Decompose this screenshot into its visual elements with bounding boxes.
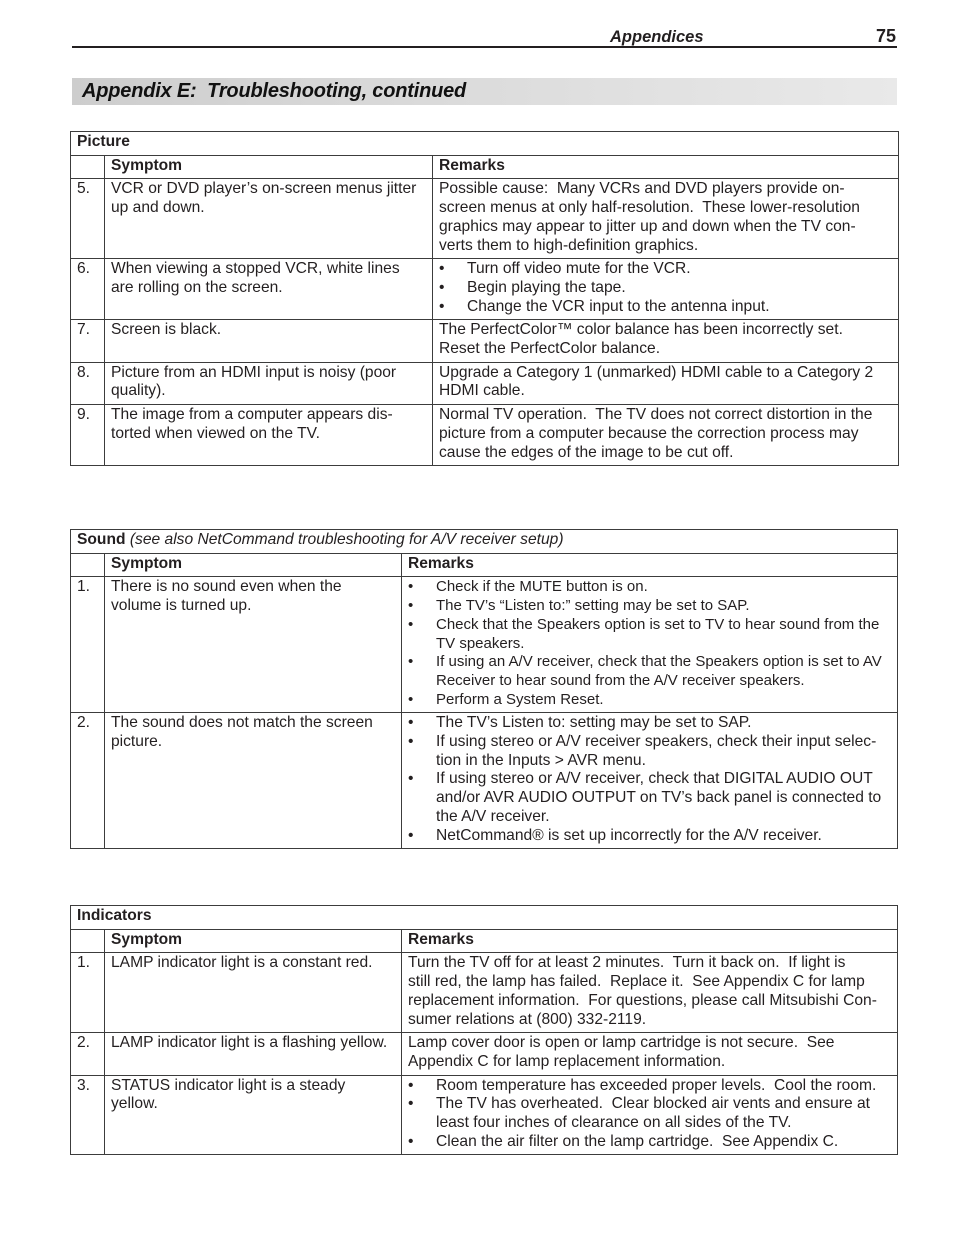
table-title-row <box>71 906 898 930</box>
bullet-item <box>408 733 891 770</box>
symptom-line: LAMP indicator light is a constant red. <box>111 954 373 972</box>
bullet-item <box>408 578 891 597</box>
remarks-cell <box>433 362 899 404</box>
sound-table <box>70 529 898 849</box>
table-row <box>71 1033 898 1075</box>
remarks-column-header: Remarks <box>402 929 898 953</box>
remarks-line: tion in the Inputs > AVR menu. <box>436 751 646 769</box>
bullet-item <box>408 1095 891 1132</box>
symptom-line: The sound does not match the screen <box>111 714 373 732</box>
remarks-paragraph <box>439 321 892 358</box>
remarks-line: Appendix C for lamp replacement information. <box>408 1052 726 1070</box>
remarks-cell <box>402 1033 898 1075</box>
table-row <box>71 713 898 849</box>
running-head: Appendices <box>610 28 704 46</box>
remarks-line: Change the VCR input to the antenna input. <box>467 297 770 315</box>
table-row <box>71 320 899 362</box>
table-title-cell <box>71 906 898 930</box>
remarks-line: Check that the Speakers option is set to TV to hear sound from the <box>436 615 880 633</box>
table-row <box>71 1075 898 1155</box>
bullet-item <box>408 1077 891 1096</box>
row-number: 6. <box>71 259 105 320</box>
symptom-line: The image from a computer appears dis- <box>111 406 393 424</box>
remarks-line: least four inches of clearance on all sides of the TV. <box>436 1114 792 1132</box>
bullet-icon <box>408 770 413 789</box>
table-row <box>71 577 898 713</box>
remarks-cell <box>402 577 898 713</box>
remarks-line: Receiver to hear sound from the A/V receiver speakers. <box>436 671 805 689</box>
remarks-paragraph <box>408 954 891 1029</box>
table-row <box>71 953 898 1033</box>
symptom-line: quality). <box>111 382 166 400</box>
symptom-line: Picture from an HDMI input is noisy (poor <box>111 363 397 381</box>
row-number: 5. <box>71 179 105 259</box>
bullet-icon <box>408 733 413 752</box>
table-title-row <box>71 530 898 554</box>
remarks-line: Lamp cover door is open or lamp cartridge is not secure. See <box>408 1034 835 1052</box>
remarks-line: graphics may appear to jitter up and down when the TV con- <box>439 217 856 235</box>
row-number: 2. <box>71 713 105 849</box>
table-row <box>71 179 899 259</box>
symptom-cell <box>105 405 433 466</box>
remarks-cell <box>433 405 899 466</box>
bullet-icon <box>408 1133 413 1152</box>
remarks-line: If using an A/V receiver, check that the Speakers option is set to AV <box>436 653 882 671</box>
symptom-line: VCR or DVD player’s on-screen menus jitter <box>111 180 417 198</box>
bullet-item <box>408 714 891 733</box>
symptom-cell <box>105 320 433 362</box>
table-title-note: (see also NetCommand troubleshooting for A/V receiver setup) <box>129 531 564 548</box>
symptom-cell <box>105 713 402 849</box>
symptom-line: There is no sound even when the <box>111 578 342 596</box>
bullet-icon <box>408 597 413 616</box>
symptom-line: torted when viewed on the TV. <box>111 424 320 442</box>
header-rule <box>72 46 897 48</box>
remarks-column-header: Remarks <box>402 553 898 577</box>
page-number: 75 <box>876 26 897 46</box>
remarks-line: The TV’s Listen to: setting may be set to SAP. <box>436 714 752 732</box>
symptom-line: Screen is black. <box>111 321 222 339</box>
remarks-column-header: Remarks <box>433 155 899 179</box>
number-column-header <box>71 929 105 953</box>
remarks-paragraph <box>439 180 892 255</box>
table-body <box>71 953 898 1155</box>
table-header-row <box>71 929 898 953</box>
bullet-item <box>408 827 891 846</box>
row-number: 8. <box>71 362 105 404</box>
table-title: Sound <box>77 531 126 548</box>
remarks-line: Turn off video mute for the VCR. <box>467 260 691 278</box>
indicators-table <box>70 905 898 1155</box>
symptom-column-header: Symptom <box>105 929 402 953</box>
row-number: 7. <box>71 320 105 362</box>
table-title-cell <box>71 132 899 156</box>
remarks-paragraph <box>439 406 892 462</box>
remarks-line: Room temperature has exceeded proper levels. Cool the room. <box>436 1076 877 1094</box>
bullet-item <box>439 279 892 298</box>
title-bar <box>72 78 897 105</box>
remarks-line: The TV’s “Listen to:” setting may be set to SAP. <box>436 597 750 615</box>
remarks-cell <box>433 320 899 362</box>
bullet-icon <box>408 1095 413 1114</box>
remarks-line: Normal TV operation. The TV does not correct distortion in the <box>439 406 873 424</box>
remarks-line: NetCommand® is set up incorrectly for the A/V receiver. <box>436 826 822 844</box>
remarks-line: Perform a System Reset. <box>436 690 604 708</box>
symptom-column-header: Symptom <box>105 553 402 577</box>
symptom-cell <box>105 1075 402 1155</box>
bullet-icon <box>439 260 444 279</box>
bullet-item <box>439 260 892 279</box>
number-column-header <box>71 553 105 577</box>
symptom-cell <box>105 953 402 1033</box>
symptom-cell <box>105 1033 402 1075</box>
table-header-row <box>71 155 899 179</box>
bullet-icon <box>439 279 444 298</box>
remarks-line: screen menus at only half-resolution. These lower-resolution <box>439 199 860 217</box>
remarks-line: Begin playing the tape. <box>467 278 626 296</box>
remarks-cell <box>402 953 898 1033</box>
bullet-icon <box>408 653 413 672</box>
row-number: 1. <box>71 577 105 713</box>
table-title-cell <box>71 530 898 554</box>
table-title-row <box>71 132 899 156</box>
remarks-line: replacement information. For questions, please call Mitsubishi Con- <box>408 991 877 1009</box>
remarks-line: HDMI cable. <box>439 382 525 400</box>
bullet-item <box>408 691 891 710</box>
table-row <box>71 259 899 320</box>
bullet-icon <box>408 1077 413 1096</box>
remarks-line: Check if the MUTE button is on. <box>436 578 648 596</box>
symptom-line: volume is turned up. <box>111 597 252 615</box>
symptom-line: are rolling on the screen. <box>111 278 283 296</box>
symptom-line: STATUS indicator light is a steady <box>111 1076 346 1094</box>
remarks-paragraph <box>408 1034 891 1071</box>
remarks-line: If using stereo or A/V receiver speakers, check their input selec- <box>436 733 877 751</box>
symptom-line: up and down. <box>111 199 205 217</box>
remarks-line: TV speakers. <box>436 634 525 652</box>
remarks-cell <box>433 179 899 259</box>
table-row <box>71 405 899 466</box>
bullet-icon <box>408 616 413 635</box>
number-column-header <box>71 155 105 179</box>
bullet-icon <box>408 691 413 710</box>
page-title: Appendix E: Troubleshooting, continued <box>82 80 467 102</box>
symptom-line: When viewing a stopped VCR, white lines <box>111 260 400 278</box>
remarks-line: cause the edges of the image to be cut off. <box>439 443 734 461</box>
symptom-cell <box>105 577 402 713</box>
bullet-icon <box>408 714 413 733</box>
bullet-item <box>439 298 892 317</box>
table-row <box>71 362 899 404</box>
remarks-paragraph <box>439 364 892 401</box>
table-body <box>71 577 898 849</box>
remarks-line: Turn the TV off for at least 2 minutes. Turn it back on. If light is <box>408 954 846 972</box>
bullet-icon <box>439 298 444 317</box>
row-number: 2. <box>71 1033 105 1075</box>
symptom-cell <box>105 362 433 404</box>
remarks-line: Upgrade a Category 1 (unmarked) HDMI cable to a Category 2 <box>439 363 874 381</box>
symptom-column-header: Symptom <box>105 155 433 179</box>
bullet-icon <box>408 827 413 846</box>
remarks-line: The PerfectColor™ color balance has been incorrectly set. <box>439 321 843 339</box>
bullet-item <box>408 1133 891 1152</box>
table-title: Picture <box>77 133 130 150</box>
bullet-item <box>408 616 891 653</box>
symptom-cell <box>105 179 433 259</box>
picture-table <box>70 131 899 466</box>
remarks-line: the A/V receiver. <box>436 807 550 825</box>
remarks-line: picture from a computer because the correction process may <box>439 424 859 442</box>
remarks-cell <box>402 713 898 849</box>
remarks-line: The TV has overheated. Clear blocked air vents and ensure at <box>436 1095 870 1113</box>
remarks-line: still red, the lamp has failed. Replace it. See Appendix C for lamp <box>408 973 865 991</box>
remarks-cell <box>433 259 899 320</box>
row-number: 3. <box>71 1075 105 1155</box>
remarks-line: Reset the PerfectColor balance. <box>439 340 661 358</box>
remarks-line: verts them to high-definition graphics. <box>439 236 699 254</box>
symptom-cell <box>105 259 433 320</box>
remarks-line: and/or AVR AUDIO OUTPUT on TV’s back panel is connected to <box>436 789 882 807</box>
bullet-item <box>408 597 891 616</box>
row-number: 1. <box>71 953 105 1033</box>
symptom-line: yellow. <box>111 1095 158 1113</box>
symptom-line: LAMP indicator light is a flashing yellow. <box>111 1034 388 1052</box>
row-number: 9. <box>71 405 105 466</box>
remarks-line: Possible cause: Many VCRs and DVD players provide on- <box>439 180 845 198</box>
table-body <box>71 179 899 466</box>
table-title: Indicators <box>77 907 152 924</box>
remarks-line: Clean the air filter on the lamp cartridge. See Appendix C. <box>436 1132 839 1150</box>
bullet-item <box>408 770 891 826</box>
symptom-line: picture. <box>111 733 163 751</box>
remarks-line: sumer relations at (800) 332-2119. <box>408 1010 647 1028</box>
remarks-cell <box>402 1075 898 1155</box>
remarks-line: If using stereo or A/V receiver, check that DIGITAL AUDIO OUT <box>436 770 873 788</box>
table-header-row <box>71 553 898 577</box>
bullet-icon <box>408 578 413 597</box>
bullet-item <box>408 653 891 690</box>
